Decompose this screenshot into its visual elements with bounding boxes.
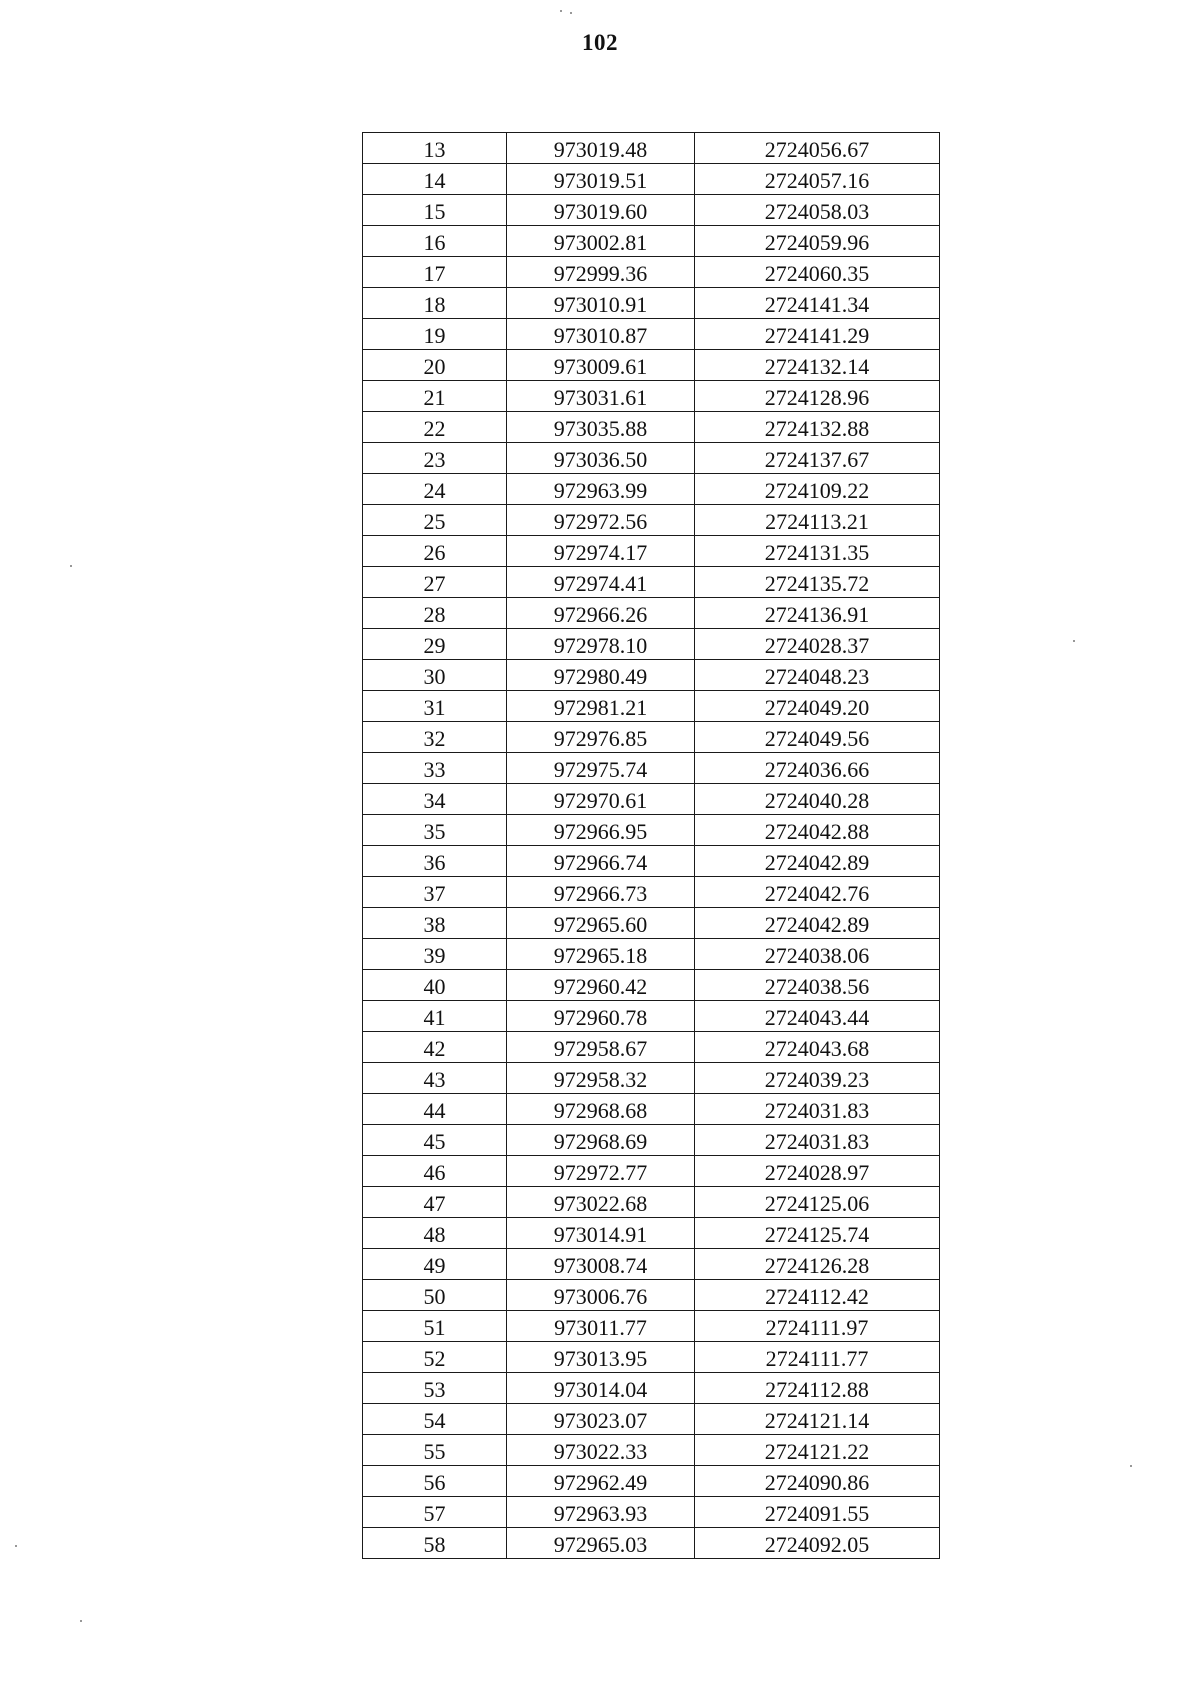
- x-coordinate-cell: 973009.61: [507, 350, 695, 381]
- table-row: [363, 1373, 940, 1404]
- point-number-cell: 53: [363, 1373, 507, 1404]
- table-row: [363, 1001, 940, 1032]
- point-number-cell: 50: [363, 1280, 507, 1311]
- x-coordinate-cell: 973014.91: [507, 1218, 695, 1249]
- point-number-cell: 37: [363, 877, 507, 908]
- scan-speck: [1073, 640, 1075, 642]
- scan-speck: [70, 565, 72, 567]
- x-coordinate-cell: 973019.60: [507, 195, 695, 226]
- y-coordinate-cell: 2724091.55: [695, 1497, 940, 1528]
- x-coordinate-cell: 973013.95: [507, 1342, 695, 1373]
- table-row: [363, 660, 940, 691]
- table-row: [363, 474, 940, 505]
- x-coordinate-cell: 973022.68: [507, 1187, 695, 1218]
- table-row: [363, 1497, 940, 1528]
- y-coordinate-cell: 2724043.44: [695, 1001, 940, 1032]
- x-coordinate-cell: 972968.68: [507, 1094, 695, 1125]
- table-row: [363, 1249, 940, 1280]
- point-number-cell: 58: [363, 1528, 507, 1559]
- point-number-cell: 33: [363, 753, 507, 784]
- x-coordinate-cell: 972978.10: [507, 629, 695, 660]
- point-number-cell: 51: [363, 1311, 507, 1342]
- scan-speck: [560, 10, 562, 12]
- table-row: [363, 381, 940, 412]
- point-number-cell: 36: [363, 846, 507, 877]
- point-number-cell: 49: [363, 1249, 507, 1280]
- x-coordinate-cell: 972980.49: [507, 660, 695, 691]
- y-coordinate-cell: 2724113.21: [695, 505, 940, 536]
- y-coordinate-cell: 2724049.20: [695, 691, 940, 722]
- table-row: [363, 1094, 940, 1125]
- y-coordinate-cell: 2724112.88: [695, 1373, 940, 1404]
- table-row: [363, 567, 940, 598]
- table-row: [363, 1032, 940, 1063]
- y-coordinate-cell: 2724043.68: [695, 1032, 940, 1063]
- table-row: [363, 133, 940, 164]
- point-number-cell: 27: [363, 567, 507, 598]
- x-coordinate-cell: 972965.60: [507, 908, 695, 939]
- table-row: [363, 784, 940, 815]
- table-row: [363, 1187, 940, 1218]
- table-row: [363, 164, 940, 195]
- point-number-cell: 31: [363, 691, 507, 722]
- y-coordinate-cell: 2724038.56: [695, 970, 940, 1001]
- point-number-cell: 54: [363, 1404, 507, 1435]
- y-coordinate-cell: 2724042.89: [695, 908, 940, 939]
- y-coordinate-cell: 2724039.23: [695, 1063, 940, 1094]
- table-row: [363, 319, 940, 350]
- table-row: [363, 846, 940, 877]
- scan-speck: [15, 1545, 17, 1547]
- y-coordinate-cell: 2724125.74: [695, 1218, 940, 1249]
- point-number-cell: 55: [363, 1435, 507, 1466]
- table-row: [363, 598, 940, 629]
- coordinates-table: [362, 132, 940, 1559]
- x-coordinate-cell: 972958.67: [507, 1032, 695, 1063]
- x-coordinate-cell: 972958.32: [507, 1063, 695, 1094]
- y-coordinate-cell: 2724092.05: [695, 1528, 940, 1559]
- x-coordinate-cell: 972960.78: [507, 1001, 695, 1032]
- y-coordinate-cell: 2724038.06: [695, 939, 940, 970]
- point-number-cell: 21: [363, 381, 507, 412]
- y-coordinate-cell: 2724137.67: [695, 443, 940, 474]
- x-coordinate-cell: 973010.87: [507, 319, 695, 350]
- y-coordinate-cell: 2724136.91: [695, 598, 940, 629]
- y-coordinate-cell: 2724028.37: [695, 629, 940, 660]
- y-coordinate-cell: 2724042.76: [695, 877, 940, 908]
- y-coordinate-cell: 2724121.14: [695, 1404, 940, 1435]
- table-row: [363, 1156, 940, 1187]
- table-row: [363, 1280, 940, 1311]
- table-row: [363, 536, 940, 567]
- table-row: [363, 257, 940, 288]
- x-coordinate-cell: 973035.88: [507, 412, 695, 443]
- table-row: [363, 939, 940, 970]
- y-coordinate-cell: 2724031.83: [695, 1125, 940, 1156]
- y-coordinate-cell: 2724126.28: [695, 1249, 940, 1280]
- point-number-cell: 25: [363, 505, 507, 536]
- table-row: [363, 908, 940, 939]
- x-coordinate-cell: 972966.95: [507, 815, 695, 846]
- table-row: [363, 226, 940, 257]
- point-number-cell: 18: [363, 288, 507, 319]
- table-row: [363, 1404, 940, 1435]
- x-coordinate-cell: 972966.73: [507, 877, 695, 908]
- point-number-cell: 23: [363, 443, 507, 474]
- x-coordinate-cell: 973008.74: [507, 1249, 695, 1280]
- point-number-cell: 19: [363, 319, 507, 350]
- point-number-cell: 56: [363, 1466, 507, 1497]
- x-coordinate-cell: 973019.48: [507, 133, 695, 164]
- y-coordinate-cell: 2724057.16: [695, 164, 940, 195]
- x-coordinate-cell: 972966.26: [507, 598, 695, 629]
- y-coordinate-cell: 2724128.96: [695, 381, 940, 412]
- y-coordinate-cell: 2724042.89: [695, 846, 940, 877]
- x-coordinate-cell: 973036.50: [507, 443, 695, 474]
- y-coordinate-cell: 2724112.42: [695, 1280, 940, 1311]
- x-coordinate-cell: 972970.61: [507, 784, 695, 815]
- y-coordinate-cell: 2724121.22: [695, 1435, 940, 1466]
- x-coordinate-cell: 973006.76: [507, 1280, 695, 1311]
- point-number-cell: 15: [363, 195, 507, 226]
- point-number-cell: 20: [363, 350, 507, 381]
- point-number-cell: 16: [363, 226, 507, 257]
- point-number-cell: 52: [363, 1342, 507, 1373]
- y-coordinate-cell: 2724111.97: [695, 1311, 940, 1342]
- table-row: [363, 629, 940, 660]
- point-number-cell: 13: [363, 133, 507, 164]
- scan-speck: [570, 12, 572, 14]
- point-number-cell: 29: [363, 629, 507, 660]
- y-coordinate-cell: 2724090.86: [695, 1466, 940, 1497]
- x-coordinate-cell: 972965.03: [507, 1528, 695, 1559]
- y-coordinate-cell: 2724135.72: [695, 567, 940, 598]
- y-coordinate-cell: 2724049.56: [695, 722, 940, 753]
- point-number-cell: 38: [363, 908, 507, 939]
- table-row: [363, 1311, 940, 1342]
- point-number-cell: 57: [363, 1497, 507, 1528]
- y-coordinate-cell: 2724125.06: [695, 1187, 940, 1218]
- table-row: [363, 195, 940, 226]
- x-coordinate-cell: 972963.93: [507, 1497, 695, 1528]
- y-coordinate-cell: 2724036.66: [695, 753, 940, 784]
- point-number-cell: 30: [363, 660, 507, 691]
- x-coordinate-cell: 973014.04: [507, 1373, 695, 1404]
- point-number-cell: 41: [363, 1001, 507, 1032]
- point-number-cell: 45: [363, 1125, 507, 1156]
- table-row: [363, 1435, 940, 1466]
- x-coordinate-cell: 972974.17: [507, 536, 695, 567]
- table-row: [363, 1125, 940, 1156]
- y-coordinate-cell: 2724111.77: [695, 1342, 940, 1373]
- y-coordinate-cell: 2724042.88: [695, 815, 940, 846]
- y-coordinate-cell: 2724131.35: [695, 536, 940, 567]
- point-number-cell: 47: [363, 1187, 507, 1218]
- table-row: [363, 877, 940, 908]
- x-coordinate-cell: 972999.36: [507, 257, 695, 288]
- x-coordinate-cell: 972963.99: [507, 474, 695, 505]
- table-row: [363, 412, 940, 443]
- x-coordinate-cell: 972962.49: [507, 1466, 695, 1497]
- y-coordinate-cell: 2724048.23: [695, 660, 940, 691]
- y-coordinate-cell: 2724031.83: [695, 1094, 940, 1125]
- x-coordinate-cell: 972975.74: [507, 753, 695, 784]
- table-row: [363, 505, 940, 536]
- y-coordinate-cell: 2724109.22: [695, 474, 940, 505]
- point-number-cell: 46: [363, 1156, 507, 1187]
- point-number-cell: 48: [363, 1218, 507, 1249]
- x-coordinate-cell: 972960.42: [507, 970, 695, 1001]
- table-row: [363, 350, 940, 381]
- table-row: [363, 1218, 940, 1249]
- y-coordinate-cell: 2724056.67: [695, 133, 940, 164]
- y-coordinate-cell: 2724132.14: [695, 350, 940, 381]
- table-row: [363, 815, 940, 846]
- coordinates-table-body: [363, 133, 940, 1559]
- x-coordinate-cell: 973022.33: [507, 1435, 695, 1466]
- point-number-cell: 35: [363, 815, 507, 846]
- table-row: [363, 443, 940, 474]
- point-number-cell: 44: [363, 1094, 507, 1125]
- y-coordinate-cell: 2724132.88: [695, 412, 940, 443]
- y-coordinate-cell: 2724060.35: [695, 257, 940, 288]
- x-coordinate-cell: 972966.74: [507, 846, 695, 877]
- table-row: [363, 288, 940, 319]
- point-number-cell: 43: [363, 1063, 507, 1094]
- point-number-cell: 32: [363, 722, 507, 753]
- point-number-cell: 39: [363, 939, 507, 970]
- scan-speck: [80, 1620, 82, 1622]
- point-number-cell: 14: [363, 164, 507, 195]
- point-number-cell: 28: [363, 598, 507, 629]
- x-coordinate-cell: 973023.07: [507, 1404, 695, 1435]
- table-row: [363, 691, 940, 722]
- y-coordinate-cell: 2724058.03: [695, 195, 940, 226]
- x-coordinate-cell: 973031.61: [507, 381, 695, 412]
- point-number-cell: 26: [363, 536, 507, 567]
- x-coordinate-cell: 973011.77: [507, 1311, 695, 1342]
- table-row: [363, 970, 940, 1001]
- y-coordinate-cell: 2724040.28: [695, 784, 940, 815]
- point-number-cell: 34: [363, 784, 507, 815]
- point-number-cell: 17: [363, 257, 507, 288]
- x-coordinate-cell: 973019.51: [507, 164, 695, 195]
- table-row: [363, 1528, 940, 1559]
- y-coordinate-cell: 2724059.96: [695, 226, 940, 257]
- y-coordinate-cell: 2724141.29: [695, 319, 940, 350]
- table-row: [363, 753, 940, 784]
- x-coordinate-cell: 972968.69: [507, 1125, 695, 1156]
- x-coordinate-cell: 972972.56: [507, 505, 695, 536]
- point-number-cell: 24: [363, 474, 507, 505]
- point-number-cell: 42: [363, 1032, 507, 1063]
- x-coordinate-cell: 972976.85: [507, 722, 695, 753]
- scan-speck: [1130, 1465, 1132, 1467]
- x-coordinate-cell: 972981.21: [507, 691, 695, 722]
- y-coordinate-cell: 2724028.97: [695, 1156, 940, 1187]
- x-coordinate-cell: 972974.41: [507, 567, 695, 598]
- table-row: [363, 1063, 940, 1094]
- x-coordinate-cell: 972965.18: [507, 939, 695, 970]
- x-coordinate-cell: 973002.81: [507, 226, 695, 257]
- table-row: [363, 1342, 940, 1373]
- page-number: 102: [582, 30, 618, 55]
- point-number-cell: 40: [363, 970, 507, 1001]
- table-row: [363, 1466, 940, 1497]
- point-number-cell: 22: [363, 412, 507, 443]
- y-coordinate-cell: 2724141.34: [695, 288, 940, 319]
- table-row: [363, 722, 940, 753]
- x-coordinate-cell: 972972.77: [507, 1156, 695, 1187]
- x-coordinate-cell: 973010.91: [507, 288, 695, 319]
